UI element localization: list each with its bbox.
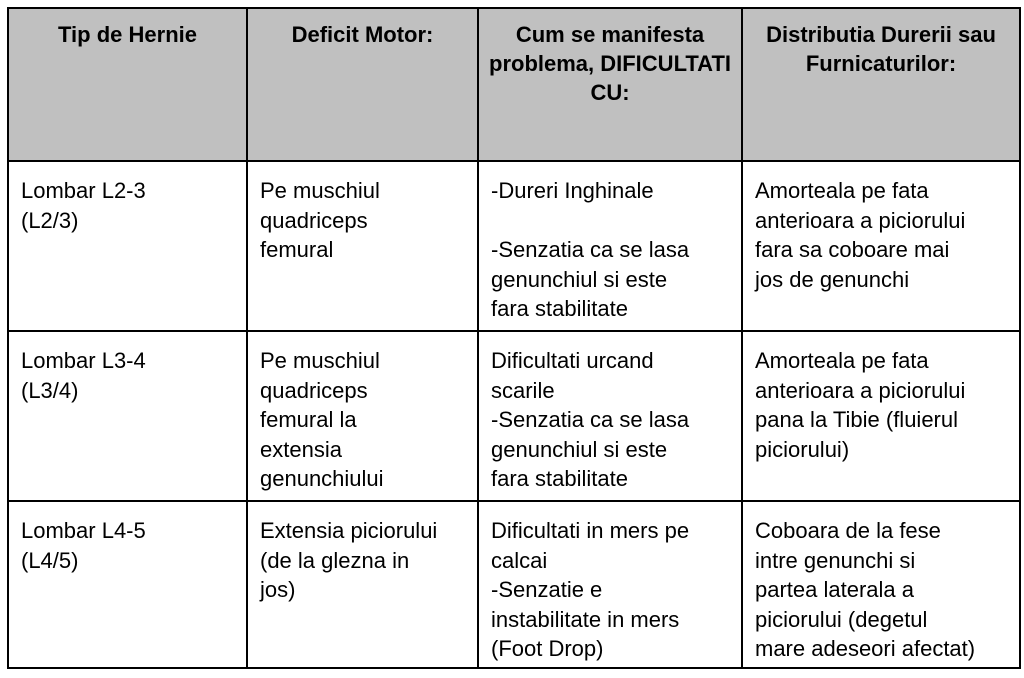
cell-distribution: Amorteala pe fata anterioara a piciorului fara sa coboare mai jos de genunchi bbox=[742, 161, 1020, 331]
cell-motor-deficit: Pe muschiul quadriceps femural bbox=[247, 161, 478, 331]
hernia-table bbox=[7, 7, 1021, 669]
cell-distribution: Amorteala pe fata anterioara a piciorului pana la Tibie (fluierul piciorului) bbox=[742, 331, 1020, 501]
cell-hernia-type: Lombar L2-3 (L2/3) bbox=[8, 161, 247, 331]
header-distribution: Distributia Durerii sau Furnicaturilor: bbox=[742, 8, 1020, 161]
table-row bbox=[8, 501, 1020, 668]
cell-manifestation: Dificultati in mers pe calcai -Senzatie e instabilitate in mers (Foot Drop) bbox=[478, 501, 742, 668]
cell-distribution: Coboara de la fese intre genunchi si partea laterala a piciorului (degetul mare adeseori afectat) bbox=[742, 501, 1020, 668]
cell-hernia-type: Lombar L3-4 (L3/4) bbox=[8, 331, 247, 501]
cell-manifestation: -Dureri Inghinale -Senzatia ca se lasa genunchiul si este fara stabilitate bbox=[478, 161, 742, 331]
header-hernia-type: Tip de Hernie bbox=[8, 8, 247, 161]
header-motor-deficit: Deficit Motor: bbox=[247, 8, 478, 161]
cell-hernia-type: Lombar L4-5 (L4/5) bbox=[8, 501, 247, 668]
table-header-row bbox=[8, 8, 1020, 161]
table-row bbox=[8, 331, 1020, 501]
cell-manifestation: Dificultati urcand scarile -Senzatia ca se lasa genunchiul si este fara stabilitate bbox=[478, 331, 742, 501]
cell-motor-deficit: Extensia piciorului (de la glezna in jos) bbox=[247, 501, 478, 668]
table-row bbox=[8, 161, 1020, 331]
header-manifestation: Cum se manifesta problema, DIFICULTATI CU: bbox=[478, 8, 742, 161]
cell-motor-deficit: Pe muschiul quadriceps femural la extensia genunchiului bbox=[247, 331, 478, 501]
